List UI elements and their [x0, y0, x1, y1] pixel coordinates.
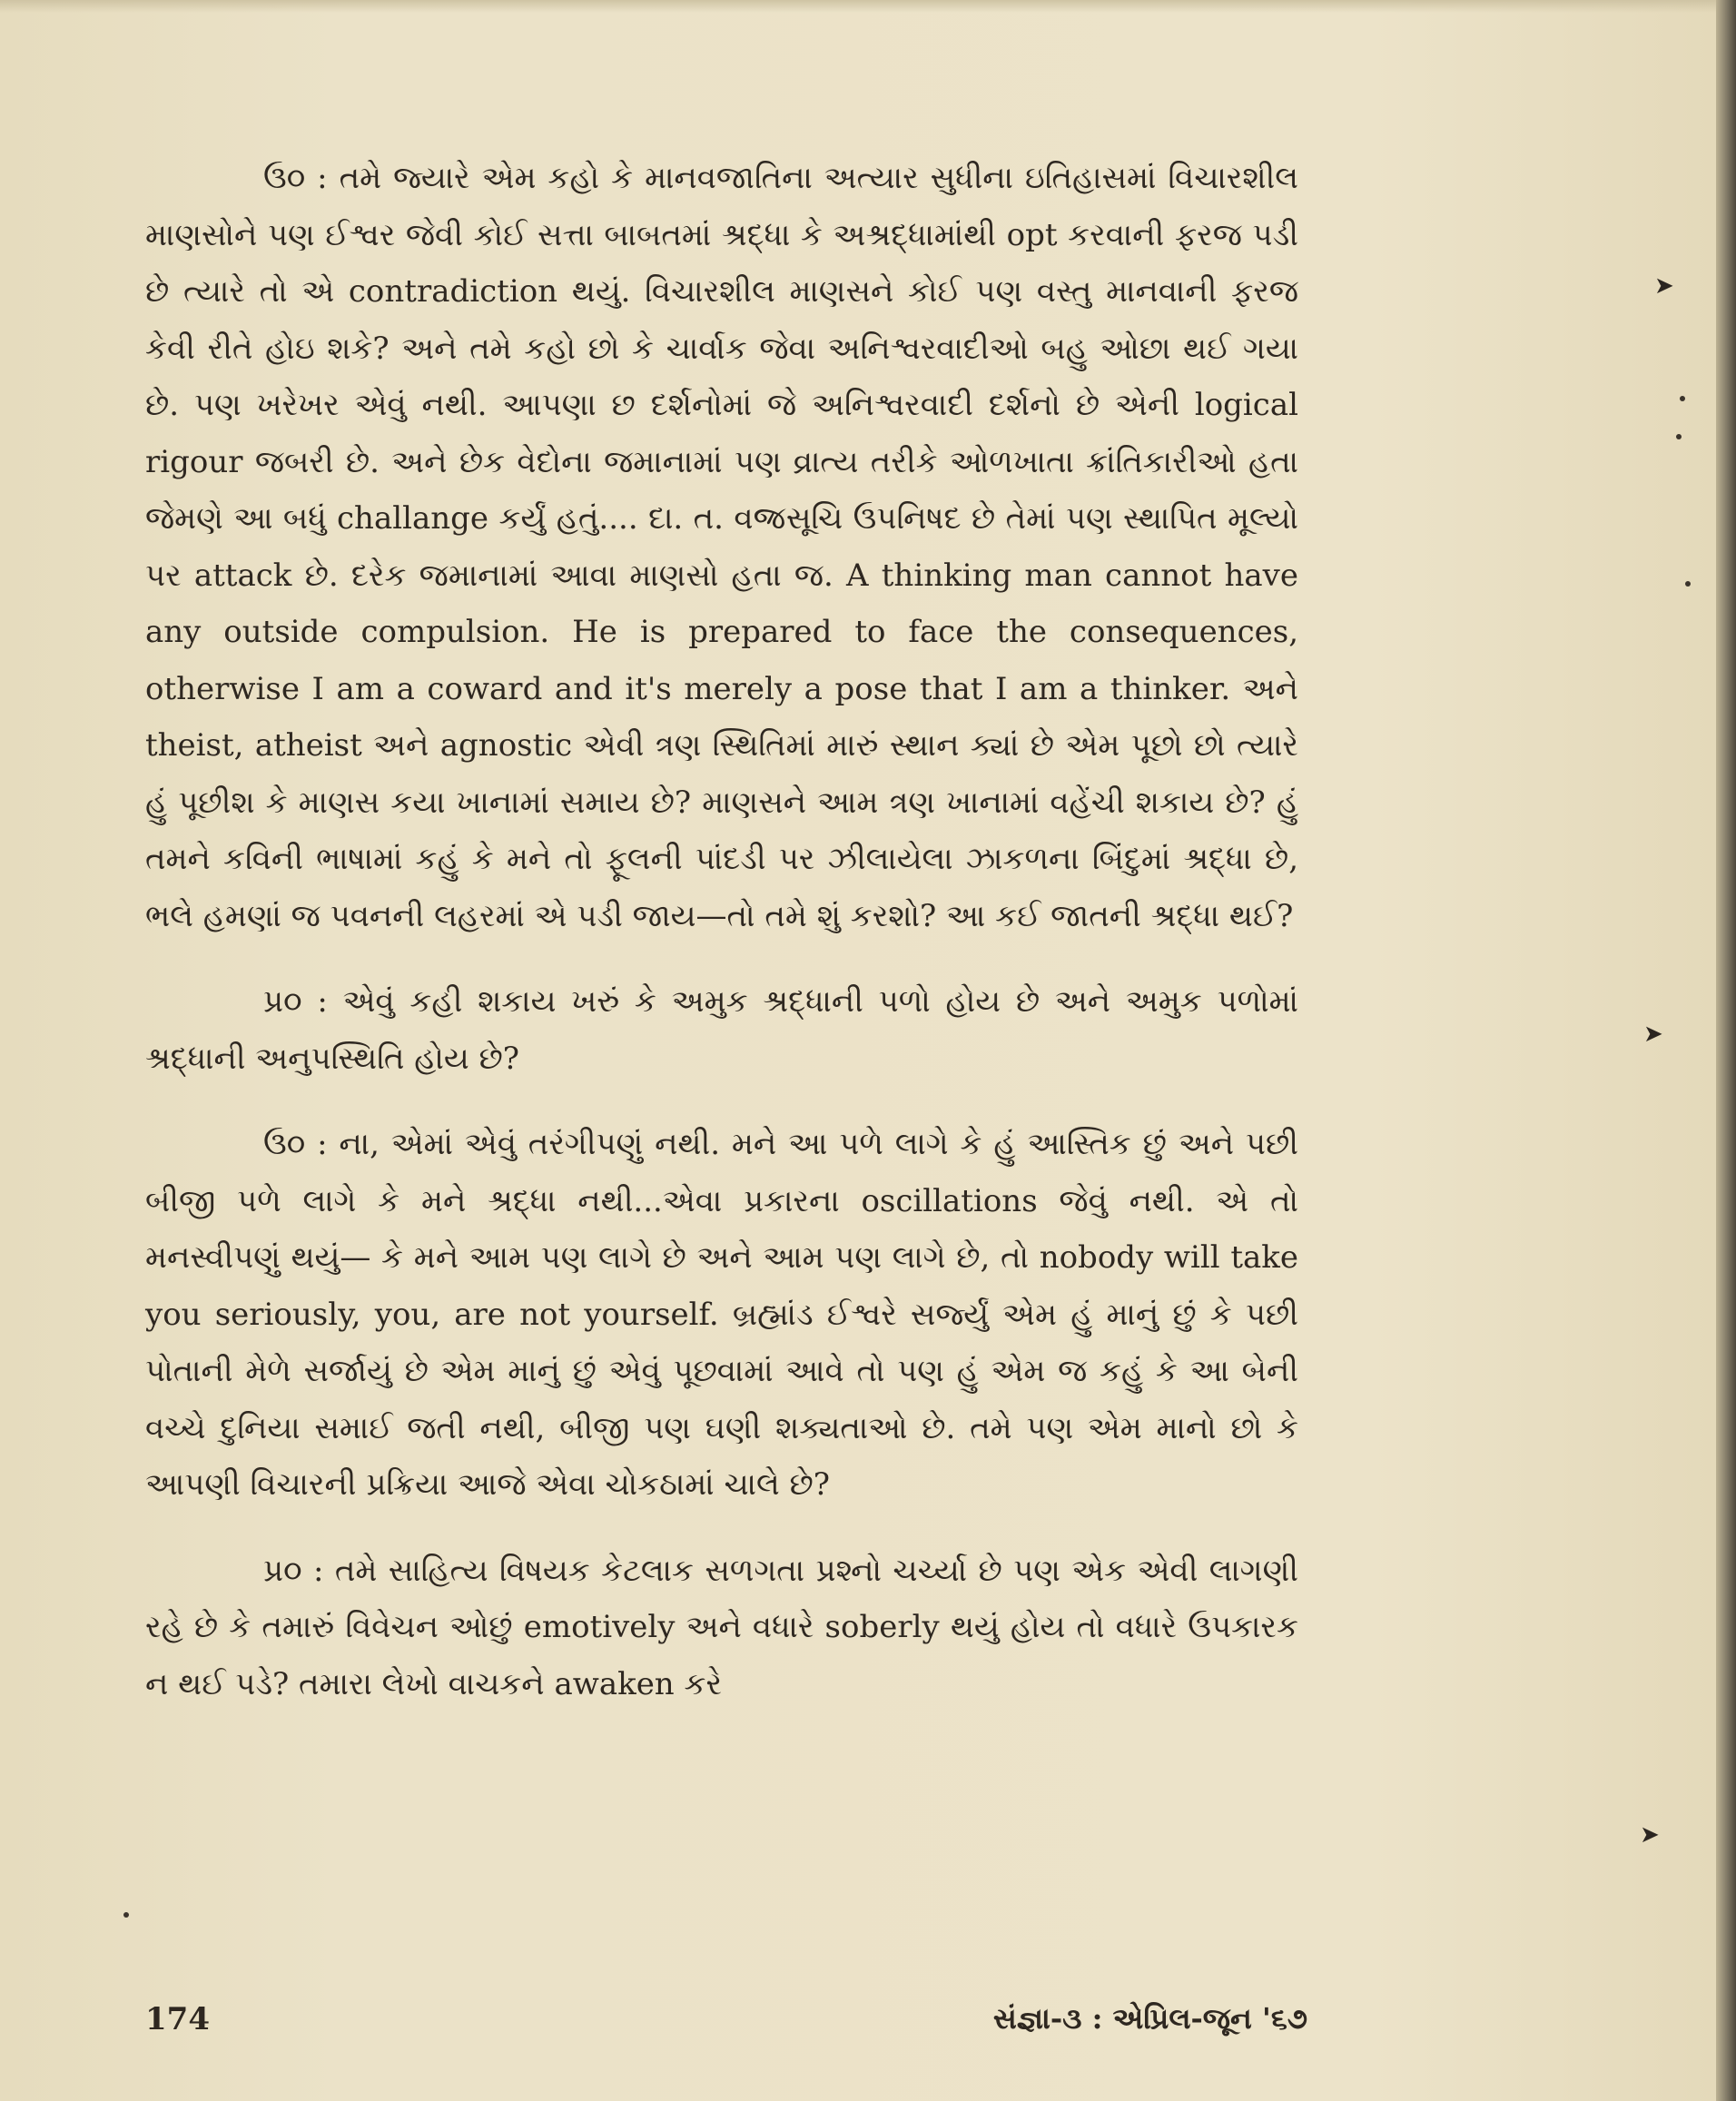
margin-dot-mark [1685, 581, 1691, 587]
page-number: 174 [145, 2001, 210, 2037]
paragraph-answer-1: ઉ૦ : તમે જ્યારે એમ કહો કે માનવજાતિના અત્યાર સુધીના ઇતિહાસમાં વિચારશીલ માણસોને પણ ઈશ્વર જેવી કોઈ સત્તા બાબતમાં શ્રદ્ધા કે અશ્રદ્ધામાંથી opt કરવાની ફરજ પડી છે ત્યારે તો એ contradiction થયું. વિચારશીલ માણસને કોઈ પણ વસ્તુ માનવાની ફરજ કેવી રીતે હોઇ શકે? અને તમે કહો છો કે ચાર્વાક જેવા અનિશ્વરવાદીઓ બહુ ઓછા થઈ ગયા છે. પણ ખરેખર એવું નથી. આપણા છ દર્શનોમાં જે અનિશ્વરવાદી દર્શનો છે એની logical rigour જબરી છે. અને છેક વેદોના જમાનામાં પણ વ્રાત્ય તરીકે ઓળખાતા ક્રાંતિકારીઓ હતા જેમણે આ બધું challange કર્યું હતું.... દા. ત. વજ્રસૂચિ ઉપનિષદ છે તેમાં પણ સ્થાપિત મૂલ્યો પર attack છે. દરેક જમાનામાં આવા માણસો હતા જ. A thinking man cannot have any outside compulsion. He is prepared to face the consequences, otherwise I am a coward and it's merely a pose that I am a thinker. અને theist, atheist અને agnostic એવી ત્રણ સ્થિતિમાં મારું સ્થાન ક્યાં છે એમ પૂછો છો ત્યારે હું પૂછીશ કે માણસ કયા ખાનામાં સમાય છે? માણસને આમ ત્રણ ખાનામાં વહેંચી શકાય છે? હું તમને કવિની ભાષામાં કહું કે મને તો ફૂલની પાંદડી પર ઝીલાયેલા ઝાકળના બિંદુમાં શ્રદ્ધા છે, ભલે હમણાં જ પવનની લહરમાં એ પડી જાય—તો તમે શું કરશો? આ કઈ જાતની શ્રદ્ધા થઈ? [145, 160, 1298, 934]
margin-dot-mark [123, 1912, 129, 1918]
page-edge-shadow [1716, 0, 1736, 2101]
paragraph-answer-2: ઉ૦ : ના, એમાં એવું તરંગીપણું નથી. મને આ પળે લાગે કે હું આસ્તિક છું અને પછી બીજી પળે લાગે કે મને શ્રદ્ધા નથી...એવા પ્રકારના oscillations જેવું નથી. એ તો મનસ્વીપણું થયું— કે મને આમ પણ લાગે છે અને આમ પણ લાગે છે, તો nobody will take you seriously, you, are not yourself. બ્રહ્માંડ ઈશ્વરે સર્જ્યું એમ હું માનું છું કે પછી પોતાની મેળે સર્જાયું છે એમ માનું છું એવું પૂછવામાં આવે તો પણ હું એમ જ કહું કે આ બેની વચ્ચે દુનિયા સમાઈ જતી નથી, બીજી પણ ઘણી શક્યતાઓ છે. તમે પણ એમ માનો છો કે આપણી વિચારની પ્રક્રિયા આજે એવા ચોકઠામાં ચાલે છે? [145, 1126, 1298, 1503]
margin-arrow-mark: ➤ [1640, 1821, 1660, 1849]
margin-arrow-mark: ➤ [1654, 272, 1674, 300]
running-footer: સંજ્ઞા-૩ : એપ્રિલ-જૂન '૬૭ [992, 2001, 1307, 2036]
margin-arrow-mark: ➤ [1643, 1021, 1663, 1048]
page-top-edge [0, 0, 1716, 13]
paragraph-question-3: પ્ર૦ : તમે સાહિત્ય વિષયક કેટલાક સળગતા પ્રશ્નો ચર્ચ્યા છે પણ એક એવી લાગણી રહે છે કે તમારું વિવેચન ઓછું emotively અને વધારે soberly થયું હોય તો વધારે ઉપકારક ન થઈ પડે? તમારા લેખો વાચકને awaken કરે [145, 1552, 1298, 1702]
margin-dot-mark [1680, 396, 1685, 401]
body-text [145, 150, 1298, 1712]
paragraph-question-2: પ્ર૦ : એવું કહી શકાય ખરું કે અમુક શ્રદ્ધાની પળો હોય છે અને અમુક પળોમાં શ્રદ્ધાની અનુપસ્થિતિ હોય છે? [145, 983, 1298, 1077]
margin-dot-mark [1676, 434, 1682, 439]
